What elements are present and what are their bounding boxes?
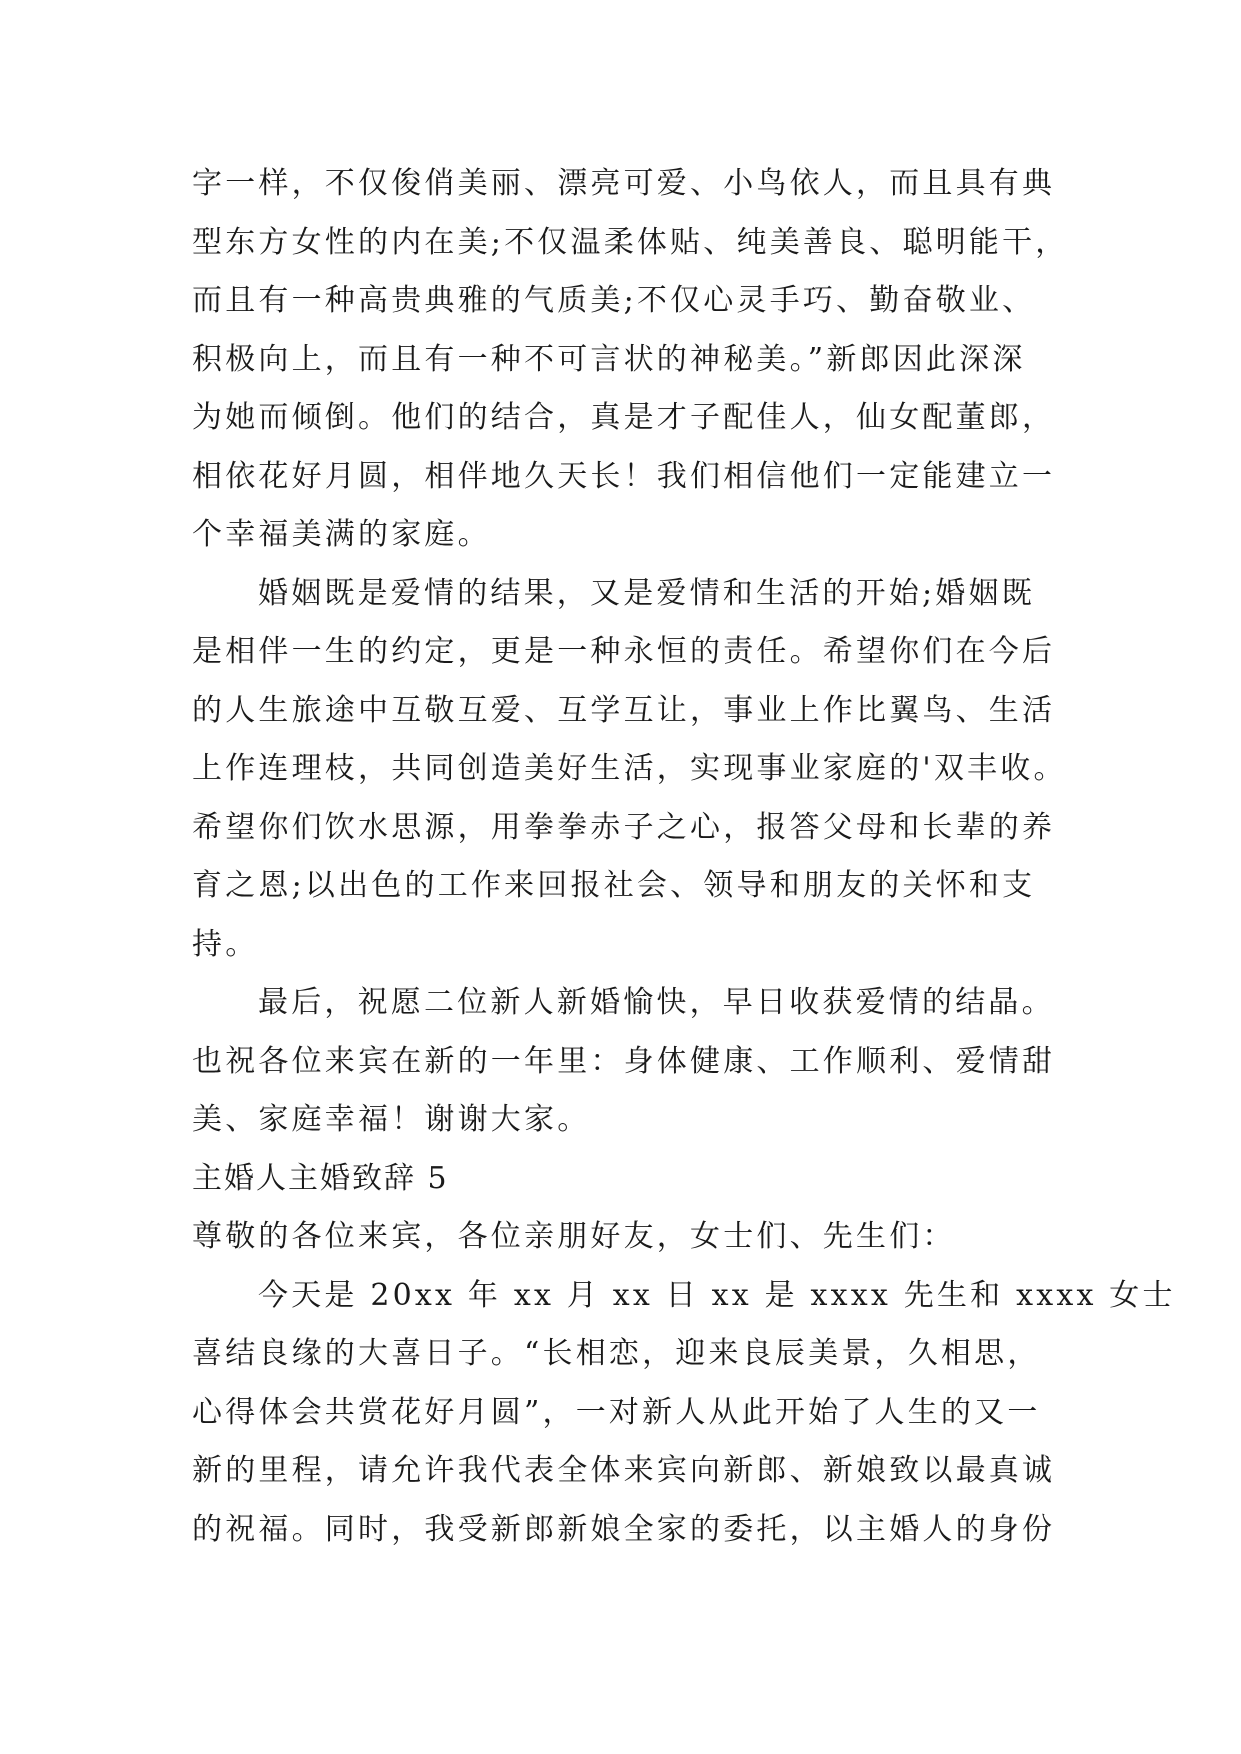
paragraph-line: 最后，祝愿二位新人新婚愉快，早日收获爱情的结晶。 <box>258 985 1055 1020</box>
paragraph-line: 喜结良缘的大喜日子。“长相恋，迎来良辰美景，久相思， <box>192 1336 1041 1371</box>
paragraph-line: 也祝各位来宾在新的一年里：身体健康、工作顺利、爱情甜 <box>192 1043 1056 1079</box>
paragraph-line: 持。 <box>192 926 259 962</box>
paragraph-line: 个幸福美满的家庭。 <box>192 517 491 552</box>
paragraph-line: 的祝福。同时，我受新郎新娘全家的委托，以主婚人的身份 <box>192 1511 1056 1547</box>
paragraph-line: 新的里程，请允许我代表全体来宾向新郎、新娘致以最真诚 <box>192 1453 1056 1488</box>
paragraph-line: 而且有一种高贵典雅的气质美;不仅心灵手巧、勤奋敬业、 <box>192 283 1036 318</box>
paragraph-line: 是相伴一生的约定，更是一种永恒的责任。希望你们在今后 <box>192 634 1056 669</box>
paragraph-line: 上作连理枝，共同创造美好生活，实现事业家庭的'双丰收。 <box>192 751 1067 786</box>
paragraph-line: 型东方女性的内在美;不仅温柔体贴、纯美善良、聪明能干， <box>192 224 1069 260</box>
paragraph-line: 今天是 20xx 年 xx 月 xx 日 xx 是 xxxx 先生和 xxxx 女士 <box>258 1277 1176 1313</box>
paragraph-line: 字一样，不仅俊俏美丽、漂亮可爱、小鸟依人，而且具有典 <box>192 166 1056 201</box>
paragraph-line: 育之恩;以出色的工作来回报社会、领导和朋友的关怀和支 <box>192 868 1036 903</box>
document-page <box>192 155 1176 1559</box>
paragraph-line: 的人生旅途中互敬互爱、互学互让，事业上作比翼鸟、生活 <box>192 692 1056 728</box>
paragraph-line: 积极向上，而且有一种不可言状的神秘美。”新郎因此深深 <box>192 341 1026 377</box>
paragraph-line: 婚姻既是爱情的结果，又是爱情和生活的开始;婚姻既 <box>258 575 1035 611</box>
paragraph-line: 为她而倾倒。他们的结合，真是才子配佳人，仙女配董郎， <box>192 400 1056 435</box>
paragraph-line: 美、家庭幸福！谢谢大家。 <box>192 1102 591 1137</box>
section-heading: 主婚人主婚致辞 5 <box>192 1160 449 1196</box>
paragraph-line: 相依花好月圆，相伴地久天长！我们相信他们一定能建立一 <box>192 458 1056 494</box>
salutation-line: 尊敬的各位来宾，各位亲朋好友，女士们、先生们： <box>192 1219 956 1254</box>
paragraph-line: 希望你们饮水思源，用拳拳赤子之心，报答父母和长辈的养 <box>192 809 1056 845</box>
paragraph-line: 心得体会共赏花好月圆”，一对新人从此开始了人生的又一 <box>192 1394 1041 1430</box>
